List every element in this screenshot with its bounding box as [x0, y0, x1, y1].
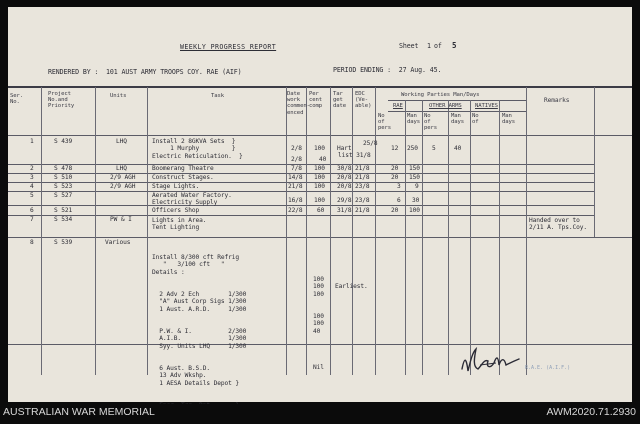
- row1-rae-no: 12: [391, 145, 399, 152]
- row1-units: LHQ: [116, 138, 127, 145]
- row8-task: Install 8/300 cft Refrig " 3/100 cft " Details : 2 Adv 2 Ech 1/300 "A" Aust Corp Sigs 1/300 1 Aust. A.R.D. 1/300 P.W. & I. 2/300 A.I.B. 1/300 Syy. Units LHQ 1/300 6 Aust. B.S.D. 13 Adv Wkshp. 1 AESA Details Depot }: [152, 253, 247, 387]
- col-rule: [306, 87, 307, 375]
- row4-date: 21/8: [288, 183, 303, 190]
- row7-task: Lights in Area. Tent Lighting: [152, 217, 207, 232]
- row1-pct-b: 40: [319, 156, 327, 163]
- hdr-oth-days: Man days: [451, 113, 465, 126]
- row2-pct: 100: [314, 165, 325, 172]
- header-bottom-rule: [8, 135, 632, 136]
- row7-units: PW & I: [110, 216, 132, 223]
- sheet-label: Sheet: [399, 42, 419, 50]
- row5-pct: 100: [314, 197, 325, 204]
- row5-edc: 23/8: [355, 197, 370, 204]
- row8-ser: 8: [30, 239, 34, 246]
- row1-oth-no: 5: [432, 145, 436, 152]
- row3-rae-days: 150: [409, 174, 420, 181]
- handwritten-signature: [456, 345, 526, 377]
- col-rule: [470, 100, 471, 375]
- col-rule: [499, 100, 500, 375]
- row3-project: S 510: [54, 174, 73, 181]
- row3-tar: 20/8: [337, 174, 352, 181]
- row2-tar: 30/8: [337, 165, 352, 172]
- row2-rae-days: 150: [409, 165, 420, 172]
- hdr-other-arms: OTHER ARMS: [429, 103, 462, 109]
- rendered-by: RENDERED BY : 101 AUST ARMY TROOPS COY. RAE (AIF): [48, 68, 242, 76]
- row1-ser: 1: [30, 138, 34, 145]
- wp-sub-rule: [388, 111, 526, 112]
- row3-units: 2/9 AGH: [110, 174, 136, 181]
- row8-pct: 100 100 100 100 100 40 Nil: [313, 275, 324, 371]
- sheet-number: 1: [427, 42, 431, 50]
- hdr-nat-days: Man days: [502, 113, 516, 126]
- row1-tar: Hart: [337, 145, 352, 152]
- footer-accession: AWM2020.71.2930: [546, 406, 636, 418]
- row3-ser: 3: [30, 174, 34, 181]
- header-top-rule: [8, 86, 632, 88]
- col-rule: [352, 87, 353, 375]
- row1-pct-a: 100: [314, 145, 325, 152]
- hdr-nat-no: No of: [472, 113, 479, 126]
- row7-ser: 7: [30, 216, 34, 223]
- rae-stamp: R.A.E. (A.I.F.): [525, 365, 571, 371]
- row1-date-a: 2/8: [291, 145, 302, 152]
- col-rule: [405, 100, 406, 375]
- row1-oth-days: 40: [454, 145, 462, 152]
- row1-edc-b: list 31/8: [338, 152, 371, 159]
- row1-rae-days: 250: [407, 145, 418, 152]
- hdr-task: Task: [211, 93, 225, 99]
- hdr-edc: EDC (Ve- able): [355, 91, 372, 110]
- hdr-units: Units: [110, 93, 127, 99]
- row7-project: S 534: [54, 216, 73, 223]
- period-ending: PERIOD ENDING : 27 Aug. 45.: [333, 66, 442, 74]
- row2-units: LHQ: [116, 165, 127, 172]
- row5-rae-no: 6: [397, 197, 401, 204]
- row5-project: S 527: [54, 192, 73, 199]
- row6-edc: 21/8: [355, 207, 370, 214]
- col-rule: [147, 87, 148, 375]
- row4-units: 2/9 AGH: [110, 183, 136, 190]
- row2-task: Boomerang Theatre: [152, 165, 214, 172]
- row3-edc: 21/8: [355, 174, 370, 181]
- hdr-rae: RAE: [393, 103, 403, 109]
- row6-pct: 60: [317, 207, 325, 214]
- row4-rae-days: 9: [415, 183, 419, 190]
- row8-units: Various: [105, 239, 131, 246]
- row2-ser: 2: [30, 165, 34, 172]
- row6-rae-days: 100: [409, 207, 420, 214]
- hdr-ser: Ser. No.: [10, 93, 24, 106]
- row8-project: S 539: [54, 239, 73, 246]
- row4-rae-no: 3: [397, 183, 401, 190]
- report-sheet: [8, 7, 632, 402]
- hdr-oth-no: No of pers: [424, 113, 438, 132]
- row2-project: S 478: [54, 165, 73, 172]
- col-rule: [448, 100, 449, 375]
- hdr-date-commenced: Date work commen- enced: [287, 91, 310, 116]
- row6-task: Officers Shop: [152, 207, 200, 214]
- row5-task: Aerated Water Factory. Electricity Supply: [152, 192, 232, 207]
- sheet-total: 5: [452, 41, 457, 50]
- row-rule: [8, 237, 632, 238]
- row1-task: Install 2 8GKVA Sets } 1 Murphy } Electric Reticulation. }: [152, 138, 243, 160]
- row6-date: 22/8: [288, 207, 303, 214]
- row4-edc: 23/8: [355, 183, 370, 190]
- sheet-of: of: [434, 42, 442, 50]
- archive-footer: [0, 404, 640, 421]
- col-rule: [594, 87, 595, 237]
- col-rule: [526, 87, 527, 375]
- row1-date-b: 2/8: [291, 156, 302, 163]
- row4-task: Stage Lights.: [152, 183, 200, 190]
- col-rule: [41, 87, 42, 375]
- row5-date: 16/8: [288, 197, 303, 204]
- row4-ser: 4: [30, 183, 34, 190]
- hdr-per-cent: Per cent comp: [309, 91, 323, 110]
- hdr-working-parties: Working Parties Man/Days: [401, 92, 480, 98]
- row3-rae-no: 20: [391, 174, 399, 181]
- row4-project: S 523: [54, 183, 73, 190]
- row4-tar: 20/8: [337, 183, 352, 190]
- row2-date: 7/8: [291, 165, 302, 172]
- row6-project: S 521: [54, 207, 73, 214]
- row5-ser: 5: [30, 192, 34, 199]
- col-rule: [286, 87, 287, 375]
- row2-edc: 21/8: [355, 165, 370, 172]
- row4-pct: 100: [314, 183, 325, 190]
- hdr-rae-days: Man days: [407, 113, 421, 126]
- report-title: WEEKLY PROGRESS REPORT: [180, 43, 277, 51]
- hdr-project: Project No.and Priority: [48, 91, 75, 110]
- row7-remarks: Handed over to 2/11 A. Tps.Coy.: [529, 217, 588, 232]
- row6-rae-no: 20: [391, 207, 399, 214]
- hdr-natives: NATIVES: [475, 103, 498, 109]
- hdr-rae-no: No of pers: [378, 113, 392, 132]
- row3-pct: 100: [314, 174, 325, 181]
- row3-task: Construct Stages.: [152, 174, 214, 181]
- footer-institution: AUSTRALIAN WAR MEMORIAL: [3, 406, 155, 418]
- hdr-remarks: Remarks: [544, 97, 570, 104]
- col-rule: [95, 87, 96, 375]
- col-rule: [422, 100, 423, 375]
- col-rule: [330, 87, 331, 375]
- row2-rae-no: 20: [391, 165, 399, 172]
- col-rule: [375, 87, 376, 375]
- wp-sub-rule: [388, 100, 526, 101]
- row8-edc-note: Earliest.: [335, 283, 368, 290]
- hdr-tar-date: Tar get date: [333, 91, 347, 110]
- row1-project: S 439: [54, 138, 73, 145]
- row6-tar: 31/8: [337, 207, 352, 214]
- row6-ser: 6: [30, 207, 34, 214]
- row3-date: 14/8: [288, 174, 303, 181]
- row1-edc-a: 25/8: [363, 140, 378, 147]
- row5-rae-days: 30: [412, 197, 420, 204]
- row5-tar: 29/8: [337, 197, 352, 204]
